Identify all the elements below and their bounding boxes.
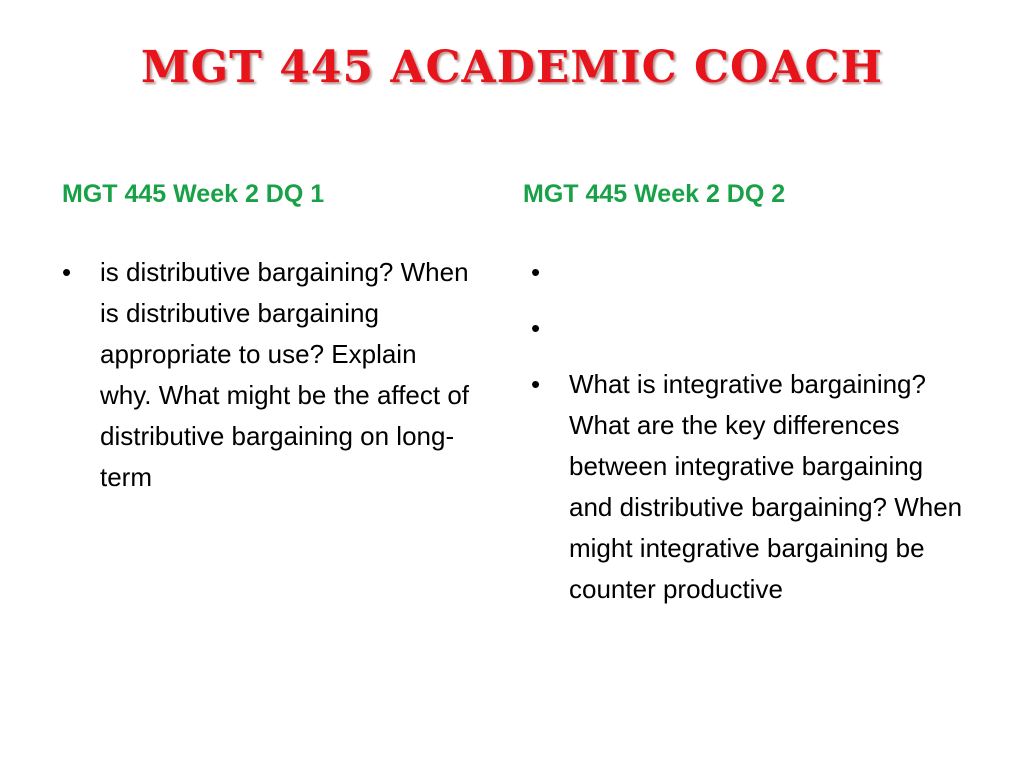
bullet-icon: • bbox=[531, 313, 541, 343]
list-item bbox=[523, 252, 963, 293]
list-item bbox=[523, 308, 963, 349]
bullet-text: is distributive bargaining? When is distributive bargaining appropriate to use? Explain why. What might be the affect of distributive bargaining on long-term bbox=[100, 257, 470, 492]
list-item bbox=[62, 252, 472, 498]
bullet-text: What is integrative bargaining? What are the key differences between integrative bargaining and distributive bargaining? When might integrative bargaining be counter productive bbox=[569, 369, 963, 604]
slide-title: MGT 445 ACADEMIC COACH bbox=[140, 42, 884, 93]
right-column-heading: MGT 445 Week 2 DQ 2 bbox=[523, 180, 786, 208]
right-bullet-list bbox=[523, 252, 963, 610]
bullet-icon: • bbox=[531, 257, 541, 287]
left-bullet-list bbox=[62, 252, 472, 498]
left-column-heading: MGT 445 Week 2 DQ 1 bbox=[62, 180, 325, 208]
bullet-icon: • bbox=[531, 369, 541, 399]
bullet-icon: • bbox=[62, 257, 72, 287]
list-item bbox=[523, 364, 963, 610]
